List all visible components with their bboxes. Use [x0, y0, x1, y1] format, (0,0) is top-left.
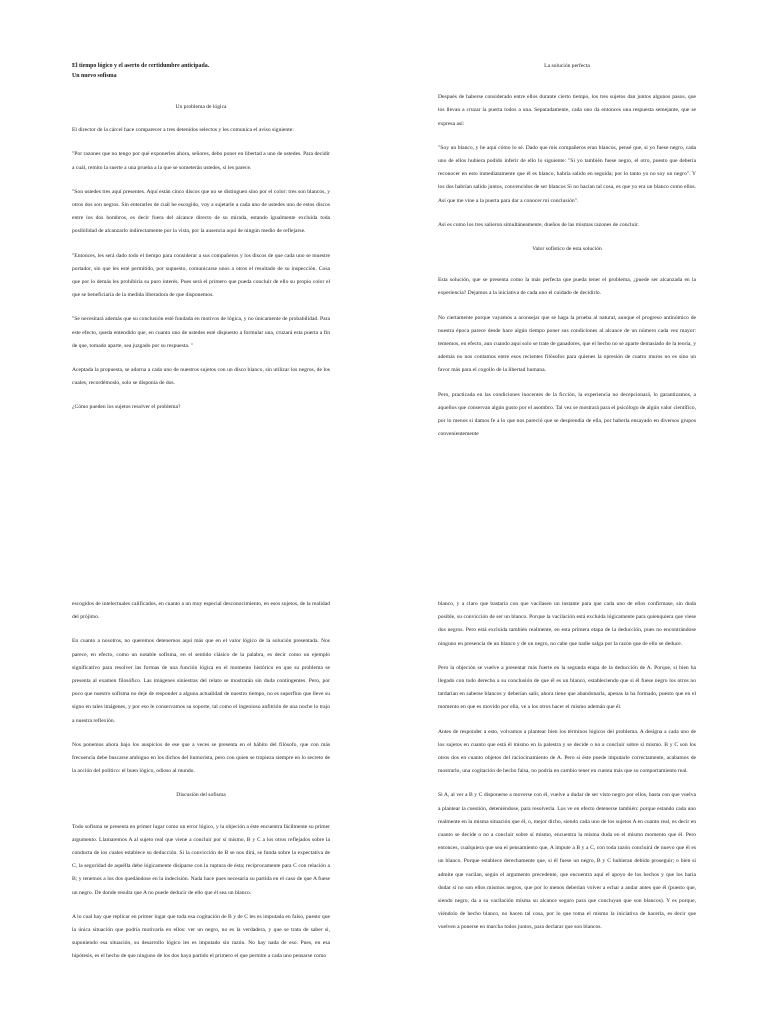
top-right-column	[438, 0, 696, 441]
main-subtitle: Un nuevo sofisma	[72, 73, 117, 79]
paragraph: A lo cual hay que replicar en primer lugar que toda esa cogitación de B y de C les es imputada en falso, puesto que la única situación que podría motivarla en ellos: ver un negro, no es la verdadera, y que se trata de saber si, suponiendo esa situación, su desarrollo lógico les es imputado sin razón. No hay nada de eso. Pues, en esa hipótesis, es el hecho de que ninguno de los dos haya partido el primero el que permite a cada uno pensarse como	[72, 913, 330, 960]
paragraph: El director de la cárcel hace comparecer a tres detenidos selectos y les comunica el aviso siguiente:	[72, 127, 294, 134]
section-title: La solución perfecta	[544, 63, 590, 69]
paragraph: "Son ustedes tres aquí presentes. Aquí están cinco discos que no se distinguen sino por el color: tres son blancos, y otros dos son negros. Sin enterarles de cuál he escogido, voy a sujetarle a cada uno de ustedes uno de estos discos entre los dos hombros, es decir fuera del alcance directo de su mirada, estando igualmente excluida toda posibilidad de alcanzarlo indirectamente por la vista, por la ausencia aquí de ningún medio de reflejarse.	[72, 188, 330, 235]
paragraph: "Entonces, les será dado todo el tiempo para considerar a sus compañeros y los discos de que cada uno se muestre portador, sin que les esté permitido, por supuesto, comunicarse unos a otros el resultado de su inspección. Cosa que por lo demás les prohibiría su puro interés. Pues será el primero que pueda concluir de ello su propio color el que se beneficiaría de la medida liberadora de que disponemos.	[72, 252, 330, 299]
section-title: Valor sofístico de esta solución	[532, 246, 602, 253]
paragraph: Aceptada la propuesta, se adorna a cada uno de nuestros sujetos con un disco blanco, sin utilizar los negros, de los cuales, recordémoslo, solo se disponía de dos.	[72, 367, 330, 387]
main-title: El tiempo lógico y el aserto de certidumbre anticipada.	[72, 63, 210, 69]
paragraph: Así es como los tres salieron simultáneamente, dueños de las mismas razones de concluir.	[438, 221, 639, 228]
paragraph: "Por razones que no tengo por qué exponerles ahora, señores, debo poner en libertad a uno de ustedes. Para decidir a cuál, remito la suerte a una prueba a la que se someterán ustedes, si les parece.	[72, 151, 330, 171]
paragraph: Nos ponemos ahora bajo los auspicios de ese que a veces se presenta en el hábito del filósofo, que con más frecuencia debe buscarse ambiguo en los dichos del humorista, pero con quien se tropieza siempre en lo secreto de la acción del político: el buen lógico, odioso al mundo.	[72, 741, 330, 775]
bottom-right-column	[438, 512, 696, 935]
paragraph: escogidos de intelectuales calificados, en cuanto a un muy especial desconocimiento, en esos sujetos, de la realidad del prójimo.	[72, 601, 331, 621]
paragraph: blanco, y a claro que bastaría con que vacilasen un instante para que cada uno de ellos confirmase, sin duda posible, su convicción de ser un blanco. Porque la vacilación está excluida lógicamente para quienquiera que viese dos negros. Pero está excluida también realmente, en esta primera etapa de la deducción, pues no encontrándose ninguno en presencia de un blanco y de un negro, no cabe que nadie salga por la razón que de ello se deduce.	[438, 601, 696, 647]
top-left-column	[72, 0, 330, 415]
paragraph: "Se necesitará además que su conclusión esté fundada en motivos de lógica, y no únicamente de probabilidad. Para este efecto, queda entendido que, en cuanto uno de ustedes esté dispuesto a formular una, cruzará esta puerta a fin de que, tomado aparte, sea juzgado por su respuesta. "	[72, 316, 330, 349]
bottom-half	[0, 512, 768, 1024]
paragraph: "Soy un blanco, y he aquí cómo lo sé. Dado que mis compañeros eran blancos, pensé que, si yo fuese negro, cada uno de ellos hubiera podido inferir de ello lo siguiente: "Si yo también fuese negro, el otro, puesto que debería reconocer en esto inmediatamente que él es blanco, habría salido en seguida; por lo tanto yo no soy un negro". Y los dos habrían salido juntos, convencidos de ser blancos Si no hacían tal cosa, es que yo era un blanco como ellos. Así que me vine a la puerta para dar a conocer mi conclusión".	[438, 144, 696, 204]
paragraph: No ciertamente porque vayamos a aconsejar que se haga la prueba al natural, aunque el progreso antinómico de nuestra época parece desde hace algún tiempo poner sus condiciones al alcance de un número cada vez mayor: tememos, en efecto, aun cuando aquí solo se trate de ganadores, que el hecho no se aparte demasiado de la teoría, y además no nos contamos entre esos recientes filósofos para quienes la opresión de cuatro muros no es sino un favor más para el cogollo de la libertad humana.	[438, 314, 696, 374]
section-title: Un problema de lógica	[175, 104, 227, 110]
paragraph: Pero la objeción se vuelve a presentar más fuerte en la segunda etapa de la deducción de A. Porque, si bien ha llegado con todo derecho a su conclusión de que él es un blanco, estableciendo que si él fuese negro los otros no tardarían en saberse blancos y deberían salir, ahora tiene que abandonarla, apenas la ha formado, puesto que en el momento en que es movido por ella, ve a los otros hacer el mismo ademán que él.	[438, 664, 696, 711]
paragraph: ¿Cómo pueden los sujetos resolver el problema?	[72, 404, 181, 411]
bottom-left-column	[72, 512, 330, 964]
section-title: Discusión del sofisma	[176, 792, 226, 799]
paragraph: Si A, al ver a B y C disponerse a moverse con él, vuelve a dudar de ser visto negro por ellos, basta con que vuelva a plantear la cuestión, deteniéndose, para resolverla. Los ve en efecto detenerse también: porque estando cada uno realmente en la misma situación que él, o, mejor dicho, siendo cada uno de los sujetos A en cuanto real, es decir en cuanto se decide o no a concluir sobre sí mismo, encuentra la misma duda en el mismo momento que él. Pero entonces, cualquiera que sea el pensamiento que, A impute a B y a C, con toda razón concluirá de nuevo que él es un blanco. Porque establece derechamente que, si él fuese un negro, B y C hubieran debido proseguir; o bien si admite que vacilan, según el argumento precedente, que encuentra aquí el apoyo de los hechos y que los haría dudar si no son ellos mismos negros, que por lo menos deberían volver a echar a andar antes que él (puesto que, siendo negro, da a su vacilación misma su alcance seguro para que concluyan que son blancos). Y es porque, viéndolo de hecho blanco, no hacen tal cosa, por lo que toma el mismo la iniciativa de hacerla, es decir que vuelven a ponerse en marcha todos juntos, para declarar que son blancos.	[438, 792, 696, 931]
paragraph: Todo sofisma se presenta en primer lugar como un error lógico, y la objeción a éste encuentra fácilmente su primer argumento. Llamaremos A al sujeto real que viene a concluir por sí mismo, B y C a los otros reflejados sobre la conducta de los cuales establece su deducción. Si la convicción de B se nos dirá, se funda sobre la expectativa de C, la seguridad de aquélla debe lógicamente disiparse con la ruptura de ésta; recíprocamente para C con relación a B; y tenemos a los dos quedándose en la indecisión. Nada hace pues necesaria su partida en el caso de que A fuese un negro. De donde resulta que A no puede deducir de ello que él sea un blanco.	[72, 823, 330, 896]
paragraph: Después de haberse considerado entre ellos durante cierto tiempo, los tres sujetos dan juntos algunos pasos, que los llevan a cruzar la puerta todos a una. Separadamente, cada uno da entonces una respuesta semejante, que se expresa así:	[438, 94, 696, 127]
paragraph: Pero, practicada en las condiciones inocentes de la ficción, la experiencia no decepcionará, lo garantizamos, a aquellos que conservan algún gusto por el asombro. Tal vez se mostrará para el psicólogo de algún valor científico, por lo menos si damos fe a lo que nos pareció que se desprendía de ella, por haberla ensayado en diversos grupos convenientemente	[438, 391, 696, 438]
paragraph: Antes de responder a esto, volvamos a plantear bien los términos lógicos del problema. A designa a cada uno de los sujetos en cuanto que está él mismo en la palestra y se decide o no a concluir sobre sí mismo. B y C son los otros dos en cuanto objetos del raciocinamiento de A. Pero si éste puede imputarle correctamente, acabamos de mostrarlo, una cogitación de hecho falsa, no podría en cambio tener en cuenta más que su comportamiento real.	[438, 728, 696, 775]
paragraph: Esta solución, que se presenta como la más perfecta que pueda tener el problema, ¿puede ser alcanzada en la experiencia? Dejamos a la iniciativa de cada uno el cuidado de decidirlo.	[438, 277, 696, 297]
paragraph: En cuanto a nosotros, no queremos detenernos aquí más que en el valor lógico de la solución presentada. Nos parece, en efecto, como un notable sofisma, en el sentido clásico de la palabra, es decir como un ejemplo significativo para resolver las formas de una función lógica en el momento histórico en que su problema se presenta al examen filosófico. Las imágenes siniestras del relato se mostrarán sin duda contingentes. Pero, por poco que nuestro sofisma no deje de responder a alguna actualidad de nuestro tiempo, no es superfluo que lleve su signo en tales imágenes, y por eso le conservamos su soporte, tal como el ingenioso anfitrión de una noche lo trajo a nuestra reflexión.	[72, 638, 330, 724]
